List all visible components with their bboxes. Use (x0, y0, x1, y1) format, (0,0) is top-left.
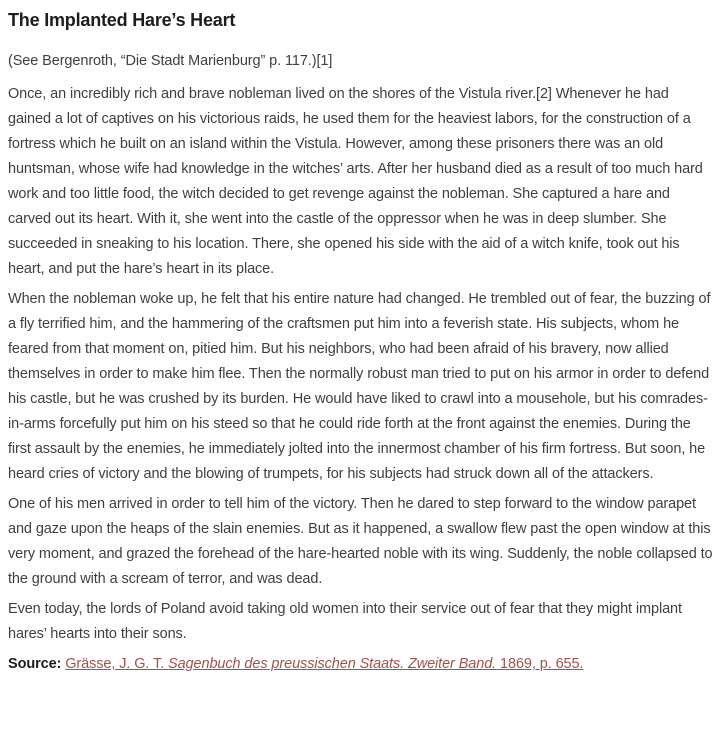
page-title: The Implanted Hare’s Heart (8, 10, 236, 30)
source-citation-year-page: 1869, p. 655. (496, 656, 584, 672)
source-citation-link[interactable] (65, 656, 583, 672)
source-citation-book-title: Sagenbuch des preussischen Staats. Zweiter Band. (168, 656, 497, 672)
source-label: Source: (8, 656, 62, 672)
reference-note: (See Bergenroth, “Die Stadt Marienburg” p. 117.)[1] (8, 53, 333, 69)
story-paragraph-1: Once, an incredibly rich and brave nobleman lived on the shores of the Vistula river.[2] Whenever he had gained a lot of captives on his victorious raids, he used them for the heaviest labors, for the construction of a fortress which he built on an island within the Vistula. However, among these prisoners there was an old huntsman, whose wife had knowledge in the witches’ arts. After her husband died as a result of too much hard work and too little food, the witch decided to get revenge against the nobleman. She captured a hare and carved out its heart. With it, she went into the castle of the oppressor when he was in deep slumber. She succeeded in sneaking to his location. There, she opened his side with the aid of a witch knife, took out his heart, and put the hare’s heart in its place. (8, 86, 703, 277)
source-line (8, 652, 715, 677)
story-paragraph-4: Even today, the lords of Poland avoid taking old women into their service out of fear that they might implant hares’ hearts into their sons. (8, 601, 682, 642)
story-paragraph-3: One of his men arrived in order to tell him of the victory. Then he dared to step forward to the window parapet and gaze upon the heaps of the slain enemies. But as it happened, a swallow flew past the open window at this very moment, and grazed the forehead of the hare-hearted noble with its wing. Suddenly, the noble collapsed to the ground with a scream of terror, and was dead. (8, 496, 713, 587)
story-paragraph-2: When the nobleman woke up, he felt that his entire nature had changed. He trembled out of fear, the buzzing of a fly terrified him, and the hammering of the craftsmen put him into a feverish state. His subjects, whom he feared from that moment on, pitied him. But his neighbors, who had been afraid of his bravery, now allied themselves in order to make him flee. Then the normally robust man tried to put on his armor in order to defend his castle, but he was crushed by its burden. He would have liked to crawl into a mousehole, but his comrades-in-arms forcefully put him on his steed so that he could ride forth at the front against the enemies. During the first assault by the enemies, he immediately jolted into the innermost chamber of his firm fortress. But soon, he heard cries of victory and the blowing of trumpets, for his subjects had struck down all of the attackers. (8, 291, 711, 482)
source-citation-authors: Grässe, J. G. T. (65, 656, 169, 672)
